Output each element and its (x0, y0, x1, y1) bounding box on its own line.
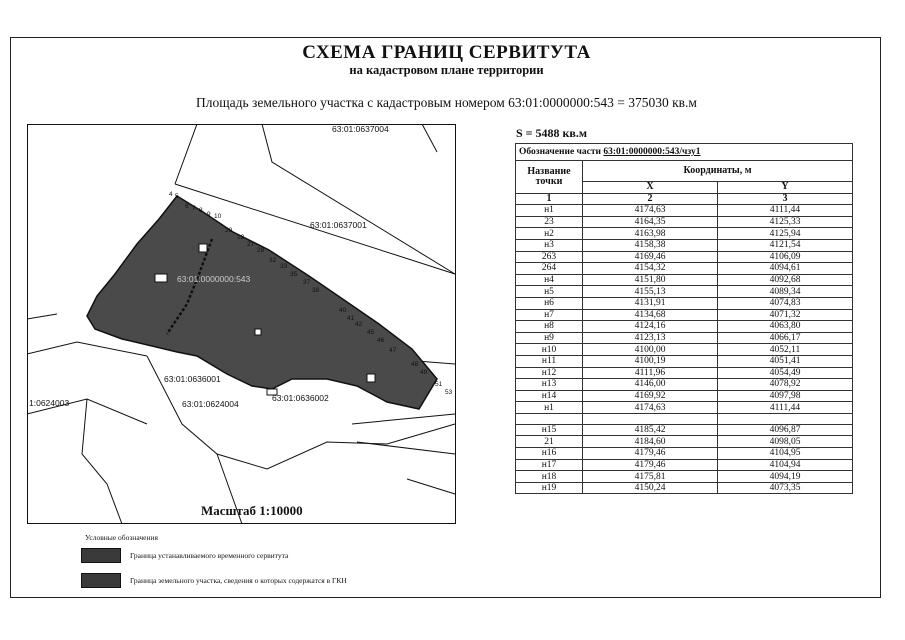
table-cell (718, 413, 853, 424)
table-row (516, 274, 853, 286)
table-row (516, 309, 853, 321)
parcel-label: 63:01:0637004 (332, 124, 389, 134)
x-coordinate-cell: 4123,13 (583, 332, 718, 344)
table-row (516, 297, 853, 309)
point-name-cell: н13 (516, 379, 583, 391)
point-name-cell: н5 (516, 286, 583, 298)
point-label: 4 (169, 191, 173, 198)
table-row (516, 379, 853, 391)
point-label: 33 (280, 263, 288, 270)
point-name-cell: н10 (516, 344, 583, 356)
x-coordinate-cell: 4155,13 (583, 286, 718, 298)
x-coordinate-cell: 4158,38 (583, 239, 718, 251)
x-coordinate-cell: 4154,32 (583, 263, 718, 275)
y-coordinate-cell: 4094,19 (718, 471, 853, 483)
table-row (516, 482, 853, 494)
y-coordinate-cell: 4071,32 (718, 309, 853, 321)
map-scale: Масштаб 1:10000 (201, 503, 303, 518)
point-label: 37 (303, 279, 311, 286)
x-coordinate-cell: 4175,81 (583, 471, 718, 483)
x-coordinate-cell: 4163,98 (583, 228, 718, 240)
point-label: 40 (339, 307, 347, 314)
point-label: 20 (225, 227, 233, 234)
y-coordinate-cell: 4106,09 (718, 251, 853, 263)
building (255, 329, 261, 335)
x-coordinate-cell: 4174,63 (583, 402, 718, 414)
x-coordinate-cell: 4179,46 (583, 459, 718, 471)
point-label: 8 (199, 207, 203, 214)
point-name-cell: 264 (516, 263, 583, 275)
x-coordinate-cell: 4169,46 (583, 251, 718, 263)
y-coordinate-cell: 4092,68 (718, 274, 853, 286)
building (367, 374, 375, 382)
y-coordinate-cell: 4096,87 (718, 424, 853, 436)
y-coordinate-cell: 4052,11 (718, 344, 853, 356)
x-coordinate-cell: 4164,35 (583, 216, 718, 228)
y-coordinate-cell: 4063,80 (718, 321, 853, 333)
table-body-part1 (516, 205, 853, 414)
x-coordinate-cell: 4185,42 (583, 424, 718, 436)
point-label: 7 (192, 205, 196, 212)
point-label: 5 (175, 193, 179, 200)
y-coordinate-cell: 4073,35 (718, 482, 853, 494)
x-coordinate-cell: 4184,60 (583, 436, 718, 448)
x-coordinate-cell: 4131,91 (583, 297, 718, 309)
point-name-cell: н16 (516, 448, 583, 460)
point-label: 41 (347, 315, 355, 322)
point-name-cell: н18 (516, 471, 583, 483)
table-row (516, 390, 853, 402)
table-body-part2 (516, 424, 853, 494)
col-y: Y (718, 182, 853, 194)
point-name-cell: н12 (516, 367, 583, 379)
table-row (516, 355, 853, 367)
point-name-cell: н1 (516, 205, 583, 217)
table-row (516, 251, 853, 263)
y-coordinate-cell: 4125,33 (718, 216, 853, 228)
parcel-label: 63:01:0637001 (310, 220, 367, 230)
x-coordinate-cell: 4100,00 (583, 344, 718, 356)
col-coordinates: Координаты, м (583, 161, 853, 182)
servitude-area-value: S = 5488 кв.м (516, 126, 588, 140)
area-statement: Площадь земельного участка с кадастровым номером 63:01:0000000:543 = 375030 кв.м (196, 95, 697, 110)
col-x: X (583, 182, 718, 194)
col-number: 1 (516, 193, 583, 205)
y-coordinate-cell: 4094,61 (718, 263, 853, 275)
y-coordinate-cell: 4097,98 (718, 390, 853, 402)
table-row (516, 286, 853, 298)
point-label: 46 (377, 337, 385, 344)
point-label: 49 (420, 369, 428, 376)
table-row (516, 436, 853, 448)
part-designation (516, 144, 853, 161)
point-name-cell: н15 (516, 424, 583, 436)
point-name-cell: н17 (516, 459, 583, 471)
y-coordinate-cell: 4104,95 (718, 448, 853, 460)
point-label: 42 (355, 321, 363, 328)
table-cell (516, 413, 583, 424)
table-row (516, 367, 853, 379)
point-label: 10 (214, 213, 222, 220)
y-coordinate-cell: 4074,83 (718, 297, 853, 309)
y-coordinate-cell: 4051,41 (718, 355, 853, 367)
legend-swatch-parcel (81, 573, 121, 588)
y-coordinate-cell: 4125,94 (718, 228, 853, 240)
table-row (516, 239, 853, 251)
point-label: 35 (290, 271, 298, 278)
point-label: 45 (367, 329, 375, 336)
point-name-cell: н4 (516, 274, 583, 286)
point-name-cell: н7 (516, 309, 583, 321)
building (199, 244, 207, 252)
legend-item-servitude: Граница устанавливаемого временного сервитута (130, 551, 289, 560)
table-row (516, 263, 853, 275)
point-name-cell: н2 (516, 228, 583, 240)
point-name-cell: 23 (516, 216, 583, 228)
point-label: 9 (207, 211, 211, 218)
table-row (516, 228, 853, 240)
x-coordinate-cell: 4179,46 (583, 448, 718, 460)
point-label: 6 (185, 203, 189, 210)
table-cell (583, 413, 718, 424)
table-row (516, 332, 853, 344)
point-label: 23 (237, 234, 245, 241)
x-coordinate-cell: 4169,92 (583, 390, 718, 402)
x-coordinate-cell: 4100,19 (583, 355, 718, 367)
table-row (516, 344, 853, 356)
point-label: 28 (257, 247, 265, 254)
y-coordinate-cell: 4111,44 (718, 205, 853, 217)
point-name-cell: н19 (516, 482, 583, 494)
point-name-cell: н3 (516, 239, 583, 251)
table-row (516, 459, 853, 471)
point-name-cell: н6 (516, 297, 583, 309)
coordinates-table (515, 143, 853, 494)
point-label: 51 (435, 381, 443, 388)
point-name-cell: 263 (516, 251, 583, 263)
parcel-label: 63:01:0000000:543 (177, 274, 251, 284)
point-label: 47 (389, 347, 397, 354)
part-number: 63:01:0000000:543/чзу1 (603, 147, 701, 157)
table-row (516, 424, 853, 436)
table-row (516, 402, 853, 414)
table-row (516, 205, 853, 217)
y-coordinate-cell: 4078,92 (718, 379, 853, 391)
x-coordinate-cell: 4124,16 (583, 321, 718, 333)
point-name-cell: н1 (516, 402, 583, 414)
x-coordinate-cell: 4134,68 (583, 309, 718, 321)
y-coordinate-cell: 4089,34 (718, 286, 853, 298)
col-number: 2 (583, 193, 718, 205)
x-coordinate-cell: 4174,63 (583, 205, 718, 217)
legend-title: Условные обозначения (85, 533, 158, 542)
y-coordinate-cell: 4098,05 (718, 436, 853, 448)
y-coordinate-cell: 4054,49 (718, 367, 853, 379)
document-frame (10, 37, 881, 598)
point-label: 38 (312, 287, 320, 294)
y-coordinate-cell: 4104,94 (718, 459, 853, 471)
col-number: 3 (718, 193, 853, 205)
part-label: Обозначение части (519, 147, 604, 157)
point-label: 27 (247, 241, 255, 248)
point-label: 48 (411, 361, 419, 368)
table-row-blank (516, 413, 853, 424)
y-coordinate-cell: 4111,44 (718, 402, 853, 414)
x-coordinate-cell: 4151,80 (583, 274, 718, 286)
y-coordinate-cell: 4066,17 (718, 332, 853, 344)
point-name-cell: н14 (516, 390, 583, 402)
y-coordinate-cell: 4121,54 (718, 239, 853, 251)
point-label: 32 (269, 257, 277, 264)
table-row (516, 216, 853, 228)
point-name-cell: н11 (516, 355, 583, 367)
parcel-label: 63:01:0636001 (164, 374, 221, 384)
legend-item-parcel: Граница земельного участка, сведения о которых содержатся в ГКН (130, 576, 347, 585)
point-label: 53 (445, 389, 453, 396)
cadastral-map (27, 124, 456, 524)
parcel-label: 63:01:0636002 (272, 393, 329, 403)
page-subtitle: на кадастровом плане территории (349, 63, 544, 77)
x-coordinate-cell: 4146,00 (583, 379, 718, 391)
page-title: СХЕМА ГРАНИЦ СЕРВИТУТА (302, 42, 591, 63)
col-point-name: Название точки (516, 161, 583, 194)
parcel-label: 63:01:0624004 (182, 399, 239, 409)
table-row (516, 321, 853, 333)
x-coordinate-cell: 4111,96 (583, 367, 718, 379)
point-name-cell: 21 (516, 436, 583, 448)
table-row (516, 448, 853, 460)
legend-swatch-servitude (81, 548, 121, 563)
x-coordinate-cell: 4150,24 (583, 482, 718, 494)
table-row (516, 471, 853, 483)
parcel-label: 1:0624003 (29, 398, 70, 408)
building (155, 274, 167, 282)
point-name-cell: н8 (516, 321, 583, 333)
point-name-cell: н9 (516, 332, 583, 344)
